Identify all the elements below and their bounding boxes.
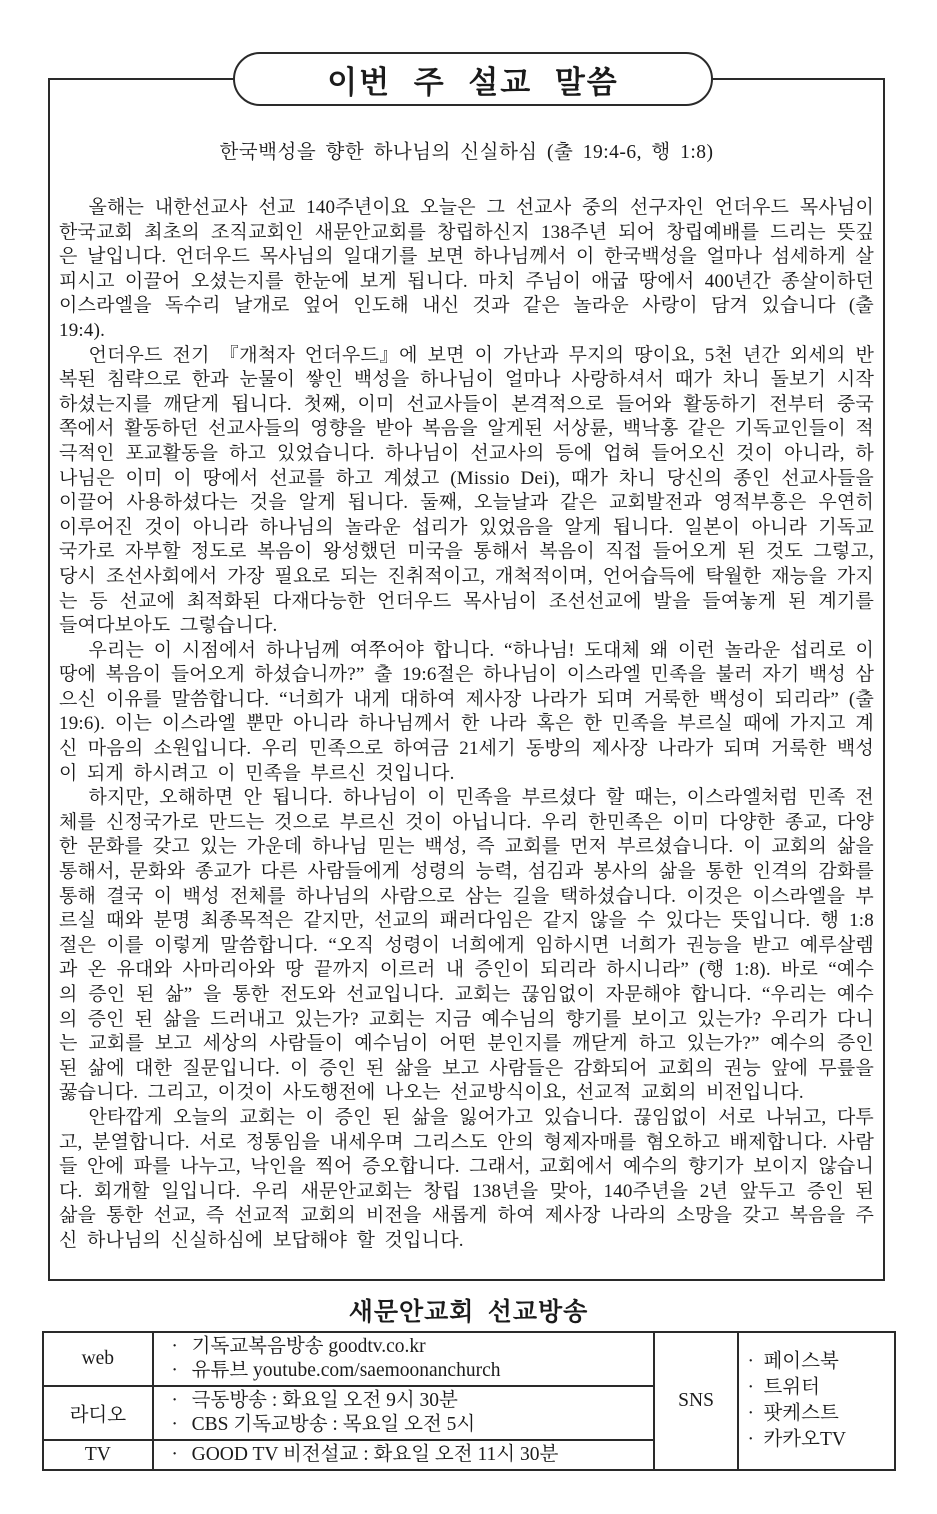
content-item-text: 극동방송 : 화요일 오전 9시 30분 [191, 1390, 458, 1411]
broadcast-section-title: 새문안교회 선교방송 [348, 1299, 589, 1326]
sermon-paragraph: 언더우드 전기 『개척자 언더우드』에 보면 이 가난과 무지의 땅이요, 5천 년간 외세의 반복된 침략으로 한과 눈물이 쌓인 백성을 하나님이 얼마나 사랑하셔서 때가 차니 돌보기 시작하셨는지를 깨닫게 됩니다. 첫째, 이미 선교사들이 본격적으로 들어와 활동하기 전부터 중국 쪽에서 활동하던 선교사들의 영향을 받아 복음을 알게된 서상륜, 백낙홍 같은 기독교인들이 적극적인 포교활동을 하고 있었습니다. 하나님이 선교사의 등에 업혀 들어오신 것이 아니라, 하나님은 이미 이 땅에서 선교를 하고 계셨고 (Missio Dei), 때가 차니 당신의 종인 선교사들을 이끌어 사용하셨다는 것을 알게 됩니다. 둘째, 오늘날과 같은 교회발전과 영적부흥은 우연히 이루어진 것이 아니라 하나님의 놀라운 섭리가 있었음을 알게 됩니다. 일본이 아니라 기독교 국가로 자부할 정도로 복음이 왕성했던 미국을 통해서 복음이 직접 들어오게 된 것도 그렇고, 당시 조선사회에서 가장 필요로 되는 진취적이고, 개척적이며, 언어습득에 탁월한 재능을 가지는 등 선교에 최적화된 다재다능한 언더우드 목사님이 조선선교에 발을 들여놓게 된 계기를 들여다보아도 그렇습니다. [59, 344, 874, 637]
sns-item [747, 1401, 890, 1427]
bullet-icon: · [171, 1414, 178, 1435]
row-content-tv [153, 1440, 654, 1470]
table-row-web [43, 1332, 895, 1386]
content-item-text: 기독교복음방송 goodtv.co.kr [191, 1336, 426, 1357]
sns-item [747, 1349, 890, 1375]
row-label-radio: 라디오 [43, 1386, 153, 1440]
sermon-paragraph: 우리는 이 시점에서 하나님께 여쭈어야 합니다. “하나님! 도대체 왜 이런 놀라운 섭리로 이 땅에 복음이 들어오게 하셨습니까?” 출 19:6절은 하나님이 이스라엘 민족을 불러 자기 백성 삼으신 이유를 말씀합니다. “너희가 내게 대하여 제사장 나라가 되며 거룩한 백성이 되리라” (출 19:6). 이는 이스라엘 뿐만 아니라 하나님께서 한 나라 혹은 한 민족을 부르실 때에 가지고 계신 마음의 소원입니다. 우리 민족으로 하여금 21세기 동방의 제사장 나라가 되며 거룩한 백성이 되게 하시려고 이 민족을 부르신 것입니다. [59, 639, 874, 784]
sermon-paragraph: 하지만, 오해하면 안 됩니다. 하나님이 이 민족을 부르셨다 할 때는, 이스라엘처럼 민족 전체를 신정국가로 만드는 것으로 부르신 것이 아닙니다. 우리 한민족은 이미 다양한 종교, 다양한 문화를 갖고 있는 가운데 하나님 믿는 백성, 즉 교회를 먼저 부르셨습니다. 이 교회의 삶을 통해서, 문화와 종교가 다른 사람들에게 성령의 능력, 섬김과 봉사의 삶을 통한 인격의 감화를 통해 결국 이 백성 전체를 하나님의 사람으로 삼는 길을 택하셨습니다. 이것은 이스라엘을 부르실 때와 분명 최종목적은 같지만, 선교의 패러다임은 같지 않을 수 있다는 뜻입니다. 행 1:8절은 이를 이렇게 말씀합니다. “오직 성령이 너희에게 임하시면 너희가 권능을 받고 예루살렘과 온 유대와 사마리아와 땅 끝까지 이르러 내 증인이 되리라 하시니라” (행 1:8). 바로 “예수의 증인 된 삶” 을 통한 전도와 선교입니다. 교회는 끊임없이 자문해야 합니다. “우리는 예수의 증인 된 삶을 드러내고 있는가? 교회는 지금 예수님의 향기를 보이고 있는가? 우리가 다니는 교회를 보고 세상의 사람들이 예수님이 어떤 분인지를 깨닫게 하고 있는가?” 예수의 증인 된 삶에 대한 질문입니다. 이 증인 된 삶을 보고 사람들은 감화되어 교회의 권능 앞에 무릎을 꿇습니다. 그리고, 이것이 사도행전에 나오는 선교방식이요, 선교적 교회의 비전입니다. [59, 787, 874, 1104]
sermon-title-pill [233, 52, 713, 106]
bullet-icon: · [747, 1403, 754, 1424]
row-content-radio [153, 1386, 654, 1440]
sns-item [747, 1427, 890, 1453]
content-item [158, 1389, 649, 1413]
content-item [158, 1413, 649, 1437]
sns-label: SNS [654, 1332, 739, 1470]
content-item-text: GOOD TV 비전설교 : 화요일 오전 11시 30분 [191, 1444, 559, 1465]
bullet-icon: · [747, 1351, 754, 1372]
content-item [158, 1359, 649, 1383]
sns-item-text: 트위터 [763, 1377, 820, 1398]
bullet-icon: · [171, 1360, 178, 1381]
sns-item-text: 팟케스트 [763, 1403, 839, 1424]
sermon-paragraph: 올해는 내한선교사 선교 140주년이요 오늘은 그 선교사 중의 선구자인 언더우드 목사님이 한국교회 최초의 조직교회인 새문안교회를 창립하신지 138주년 되어 창립예배를 드리는 뜻깊은 날입니다. 언더우드 목사님의 일대기를 보면 하나님께서 이 한국백성을 얼마나 섬세하게 살피시고 이끌어 오셨는지를 한눈에 보게 됩니다. 마치 주님이 애굽 땅에서 400년간 종살이하던 이스라엘을 독수리 날개로 엎어 인도해 내신 것과 같은 놀라운 사랑이 담겨 있습니다 (출 19:4). [59, 197, 874, 341]
sns-items-cell [738, 1332, 895, 1470]
content-item [158, 1335, 649, 1359]
sermon-subject: 한국백성을 향한 하나님의 신실하심 (출 19:4-6, 행 1:8) [219, 142, 714, 163]
content-item [158, 1443, 649, 1467]
row-label-tv: TV [43, 1440, 153, 1470]
sermon-text-box [48, 78, 885, 1281]
bullet-icon: · [747, 1377, 754, 1398]
broadcast-table [42, 1331, 896, 1471]
content-item-text: CBS 기독교방송 : 목요일 오전 5시 [191, 1414, 476, 1435]
bullet-icon: · [171, 1444, 178, 1465]
content-item-text: 유튜브 youtube.com/saemoonanchurch [191, 1360, 501, 1381]
sermon-body [59, 196, 874, 1254]
sermon-paragraph: 안타깝게 오늘의 교회는 이 증인 된 삶을 잃어가고 있습니다. 끊임없이 서로 나뉘고, 다투고, 분열합니다. 서로 정통임을 내세우며 그리스도 안의 형제자매를 혐오하고 배제합니다. 사람들 안에 파를 나누고, 낙인을 찍어 증오합니다. 그래서, 교회에서 예수의 향기가 보이지 않습니다. 회개할 일입니다. 우리 새문안교회는 창립 138년을 맞아, 140주년을 2년 앞두고 증인 된 삶을 통한 선교, 즉 선교적 교회의 비전을 새롭게 하여 제사장 나라의 소망을 갖고 복음을 주신 하나님의 신실하심에 보답해야 할 것입니다. [59, 1106, 874, 1251]
bullet-icon: · [747, 1429, 754, 1450]
bullet-icon: · [171, 1390, 178, 1411]
row-label-web: web [43, 1332, 153, 1386]
bullet-icon: · [171, 1336, 178, 1357]
sns-item-text: 페이스북 [763, 1351, 839, 1372]
row-content-web [153, 1332, 654, 1386]
sns-item [747, 1375, 890, 1401]
sns-item-text: 카카오TV [763, 1429, 846, 1450]
page-title: 이번 주 설교 말씀 [327, 64, 619, 100]
